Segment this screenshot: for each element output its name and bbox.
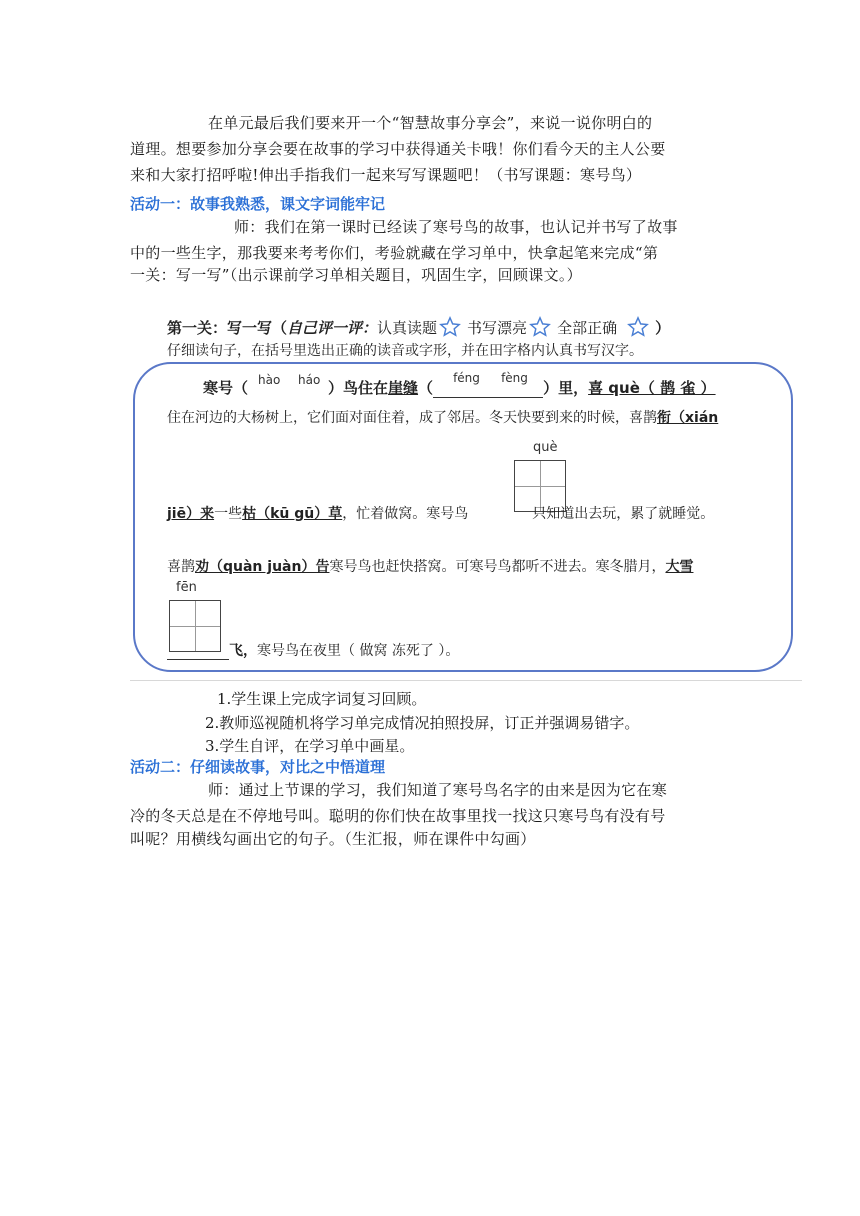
activity2-line: 师：通过上节课的学习，我们知道了寒号鸟名字的由来是因为它在寒 (208, 781, 668, 799)
activity1-heading: 活动一：故事我熟悉，课文字词能牢记 (130, 195, 386, 213)
line1-text: ）鸟住在 (328, 379, 389, 397)
line3-text: 一些 (214, 506, 243, 522)
line3-text: 只知道出去玩，累了就睡觉。 (532, 506, 715, 522)
pinyin-choice-2[interactable] (433, 371, 543, 398)
criterion-label: 全部正确 (557, 319, 618, 337)
worksheet-line2 (167, 407, 718, 427)
line4-text: 喜鹊 (167, 559, 195, 575)
criterion-label: 认真读题 (377, 319, 438, 337)
grid1-pinyin: què (533, 440, 558, 455)
activity2-heading: 活动二：仔细读故事，对比之中悟道理 (130, 758, 386, 776)
underlined-word: 劝（quàn juàn）告 (195, 559, 330, 575)
self-eval-label: 自己评一评： (287, 319, 378, 337)
grid-underline (167, 643, 229, 660)
list-item: 2.教师巡视随机将学习单完成情况拍照投屏，订正并强调易错字。 (205, 714, 640, 732)
activity2-line: 冷的冬天总是在不停地号叫。聪明的你们快在故事里找一找这只寒号鸟有没有号 (130, 807, 666, 825)
intro-line: 道理。想要参加分享会要在故事的学习中获得通关卡哦！你们看今天的主人公要 (130, 140, 666, 158)
underlined-word: 衔（xián (657, 410, 719, 426)
activity1-line: 师：我们在第一课时已经读了寒号鸟的故事，也认记并书写了故事 (234, 218, 678, 236)
pinyin-option[interactable]: hào (258, 373, 281, 387)
star-icon[interactable] (439, 316, 461, 338)
underlined-word: 崖缝 (388, 379, 419, 397)
line4-text: 寒号鸟也赶快搭窝。可寒号鸟都听不进去。寒冬腊月， (329, 559, 666, 575)
line1-text: ）里， (543, 379, 589, 397)
underlined-word: 枯（kū gū）草 (242, 506, 343, 522)
star-icon[interactable] (627, 316, 649, 338)
worksheet-line1 (203, 371, 716, 398)
activity1-line: 一关：写一写”（出示课前学习单相关题目，巩固生字，回顾课文。） (130, 266, 582, 284)
intro-line: 来和大家打招呼啦!伸出手指我们一起来写写课题吧！（书写课题：寒号鸟） (130, 166, 642, 184)
worksheet-title-end: ） (655, 319, 671, 337)
line1-text: （ (418, 379, 434, 397)
worksheet-line5 (167, 640, 459, 660)
underlined-word: 大雪 (665, 559, 694, 575)
line2-text: 住在河边的大杨树上，它们面对面住着，成了邻居。冬天快要到来的时候，喜鹊 (167, 410, 657, 426)
worksheet-instruction: 仔细读句子，在括号里选出正确的读音或字形，并在田字格内认真书写汉字。 (167, 343, 643, 359)
worksheet-title-text: 第一关：写一写（ (167, 319, 288, 337)
pinyin-option[interactable]: háo (298, 373, 321, 387)
worksheet-title (167, 316, 670, 338)
list-item: 1.学生课上完成字词复习回顾。 (217, 690, 427, 708)
list-item: 3.学生自评，在学习单中画星。 (205, 737, 415, 755)
divider (130, 680, 802, 681)
pinyin-option[interactable]: féng (453, 371, 480, 385)
underlined-word: 飞， (229, 643, 257, 659)
pinyin-option[interactable]: fèng (501, 371, 528, 385)
intro-line: 在单元最后我们要来开一个“智慧故事分享会”，来说一说你明白的 (208, 114, 653, 132)
activity1-line: 中的一些生字，那我要来考考你们，考验就藏在学习单中，快拿起笔来完成“第 (130, 244, 659, 262)
line3-text: ，忙着做窝。寒号鸟 (342, 506, 469, 522)
line5-text: 寒号鸟在夜里（ 做窝 冻死了 ）。 (257, 643, 460, 659)
activity2-line: 叫呢？用横线勾画出它的句子。（生汇报，师在课件中勾画） (130, 830, 536, 848)
grid2-pinyin: fēn (176, 580, 197, 595)
criterion-label: 书写漂亮 (467, 319, 528, 337)
worksheet-line3 (167, 503, 714, 523)
underlined-word: jiē）来 (167, 506, 215, 522)
star-icon[interactable] (529, 316, 551, 338)
worksheet-line4 (167, 556, 693, 576)
line1-text: 寒号（ (203, 379, 249, 397)
underlined-word: 喜 què（ 鹊 雀 ） (588, 379, 716, 397)
pinyin-choice-1[interactable] (248, 373, 328, 397)
